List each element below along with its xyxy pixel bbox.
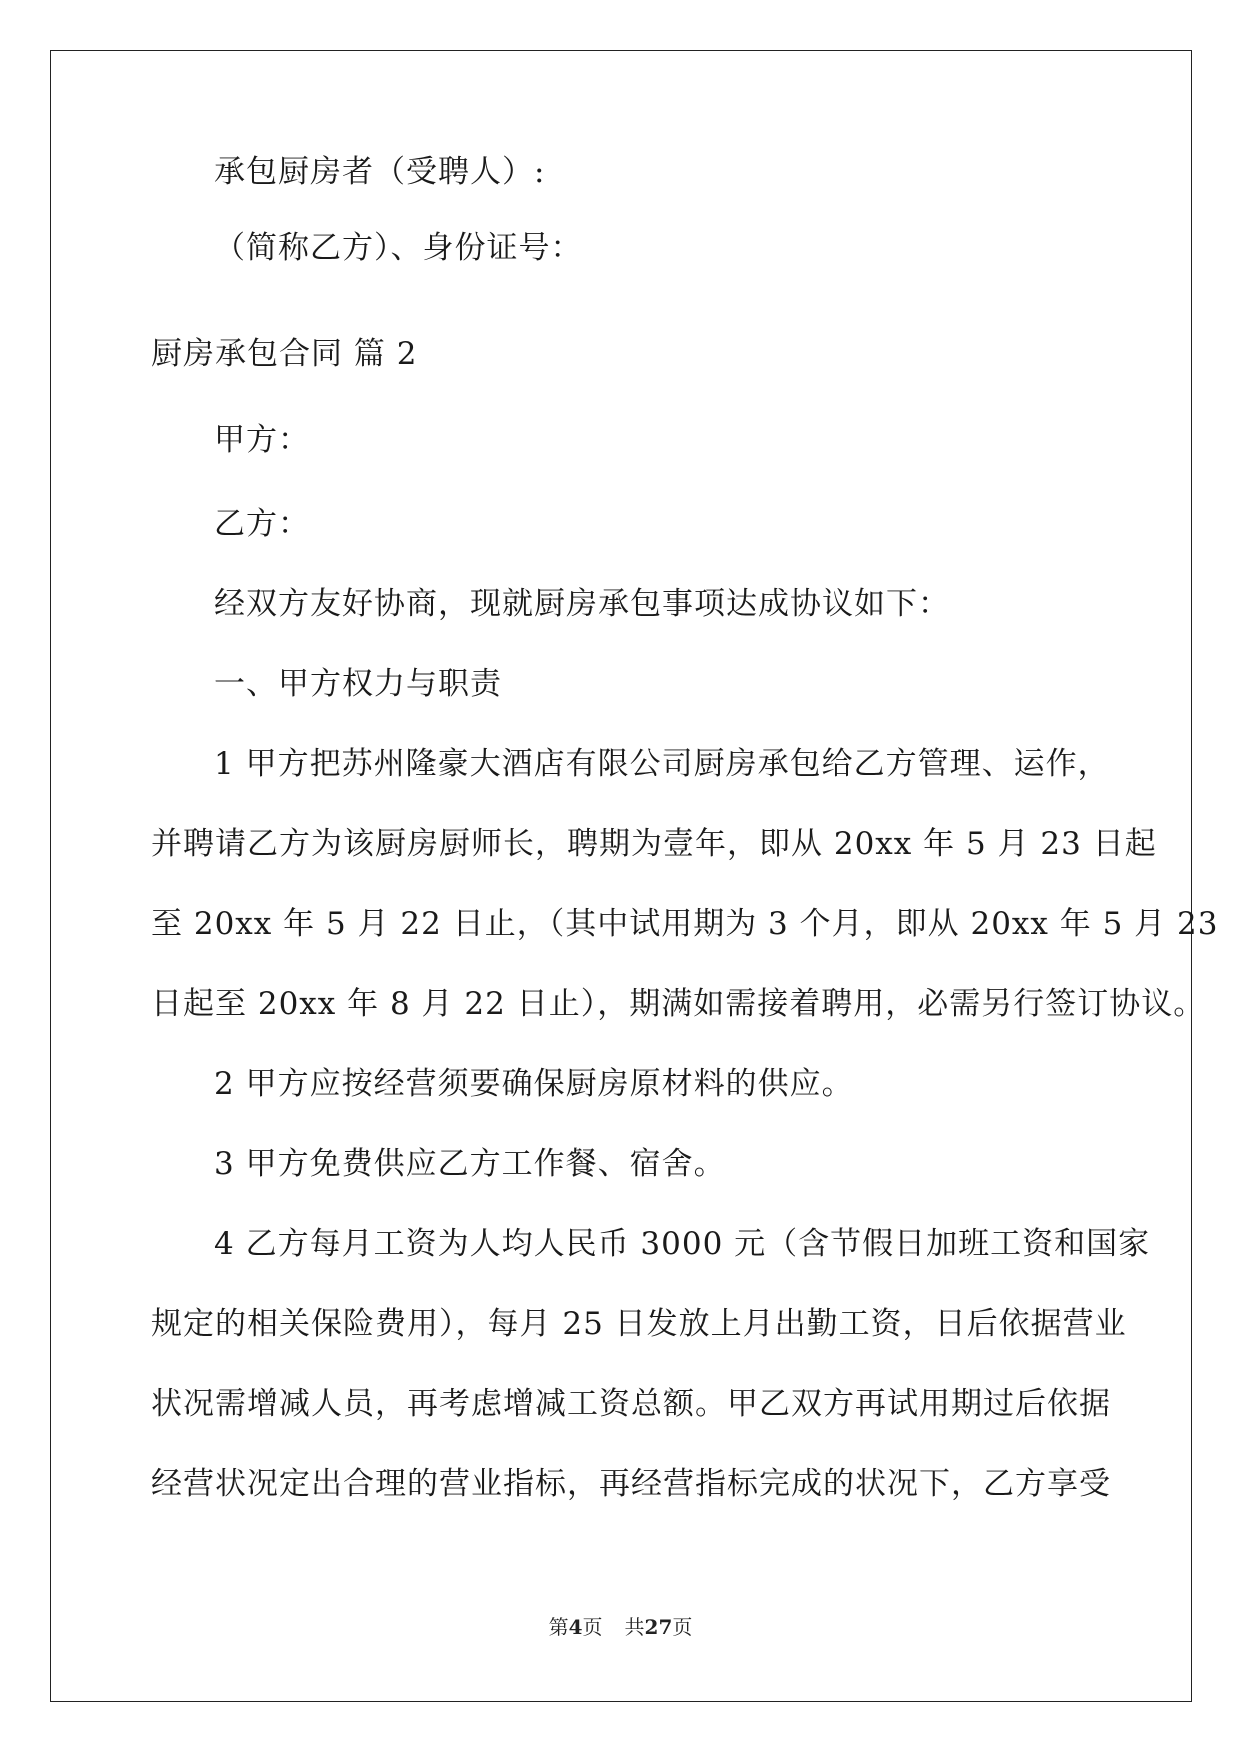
text-line-14: 4 乙方每月工资为人均人民币 3000 元（含节假日加班工资和国家: [214, 1226, 1151, 1262]
text-line-2: （简称乙方）、身份证号：: [214, 230, 583, 266]
page-current: 4: [568, 1615, 583, 1639]
clause-heading: 一、甲方权力与职责: [214, 666, 502, 702]
text-line-13: 3 甲方免费供应乙方工作餐、宿舍。: [214, 1146, 726, 1182]
total-suffix: 页: [672, 1615, 693, 1639]
agreement-intro: 经双方友好协商，现就厨房承包事项达成协议如下：: [214, 586, 950, 622]
page-footer: [0, 1614, 1241, 1640]
text-line-17: 经营状况定出合理的营业指标，再经营指标完成的状况下，乙方享受: [151, 1466, 1111, 1502]
text-line-15: 规定的相关保险费用），每月 25 日发放上月出勤工资，日后依据营业: [151, 1306, 1127, 1342]
page-total: 27: [644, 1615, 673, 1639]
text-line-12: 2 甲方应按经营须要确保厨房原材料的供应。: [214, 1066, 854, 1102]
text-line-16: 状况需增减人员，再考虑增减工资总额。甲乙双方再试用期过后依据: [151, 1386, 1111, 1422]
page-border: [50, 50, 1192, 1702]
section-heading: 厨房承包合同 篇 2: [151, 336, 418, 372]
text-line-9: 并聘请乙方为该厨房厨师长，聘期为壹年，即从 20xx 年 5 月 23 日起: [151, 826, 1157, 862]
party-a-label: 甲方：: [214, 422, 310, 458]
text-line-10: 至 20xx 年 5 月 22 日止，（其中试用期为 3 个月，即从 20xx 年 5 月 23: [151, 906, 1219, 942]
page-suffix: 页: [582, 1615, 603, 1639]
page-prefix: 第: [548, 1615, 569, 1639]
party-b-label: 乙方：: [214, 506, 310, 542]
total-prefix: 共: [624, 1615, 645, 1639]
text-line-1: 承包厨房者（受聘人）:: [214, 154, 546, 190]
text-line-8: 1 甲方把苏州隆豪大酒店有限公司厨房承包给乙方管理、运作，: [214, 746, 1110, 782]
text-line-11: 日起至 20xx 年 8 月 22 日止），期满如需接着聘用，必需另行签订协议。: [151, 986, 1206, 1022]
